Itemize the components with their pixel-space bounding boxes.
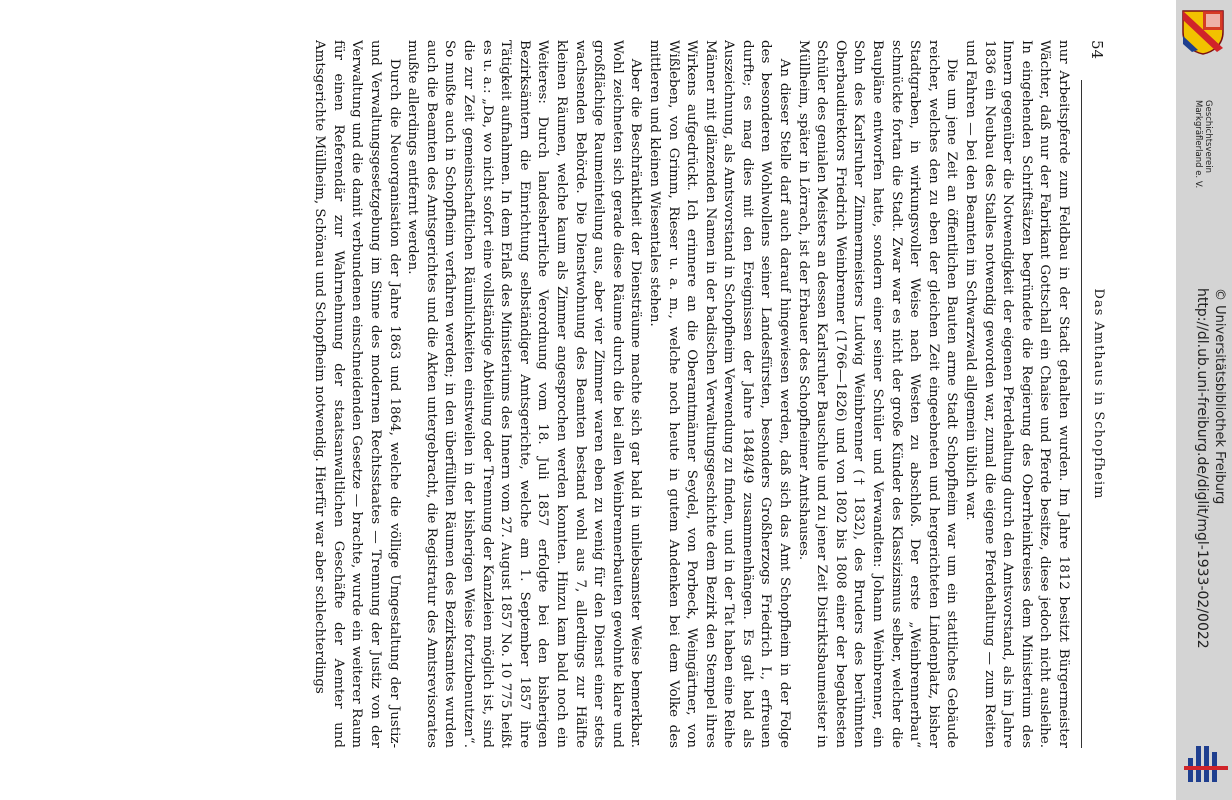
association-line-2: Markgräflerland e. V.: [1193, 100, 1203, 189]
header-rule: [1081, 80, 1082, 748]
paragraph: An dieser Stelle darf auch darauf hingewiesen werden, daß sich das Amt Schopfheim in der Folge des besonderen Wohlwollens seiner Landesfürsten, besonders Großherzogs Friedrich I., erfreuen durfte; es mag dies mit den Ereignissen der Jahre 1848/49 zusammenhängen. Es galt bald als Auszeichnung, als Amtsvorstand in Schopfheim Verwendung zu finden, und in der Tat haben eine Reihe Männer mit glänzenden Namen in der badischen Verwaltungsgeschichte dem Bezirk den Stempel ihres Wirkens aufgedrückt. Ich erinnere an die Oberamtmänner Seydel, von Porbeck, Weingärtner, von Wißleben, von Grimm, Rieser u. a. m., welche noch heute in gutem Andenken bei dem Volke des mittleren und kleinen Wiesentales stehen.: [646, 40, 793, 748]
paragraph: Durch die Neuorganisation der Jahre 1863 und 1864, welche die völlige Umgestaltung der Justiz- und Verwaltungsgesetzgebung im Sinne des modernen Rechtsstaates — Trennung der Justiz von der Verwaltung und die damit verbundenen einschneidenden Gesetze — brachte, wurde ein weiterer Raum für einen Referendär zur Wahrnehmung der staatsanwaltlichen Geschäfte der Aemter und Amtsgerichte Müllheim, Schönau und Schopfheim notwendig. Hierfür war aber schlechterdings: [312, 40, 402, 748]
running-head: Das Amthaus in Schopfheim: [1091, 288, 1106, 500]
permalink-url[interactable]: http://dl.ub.uni-freiburg.de/diglit/mgl-1933-02/0022: [1194, 288, 1210, 649]
coat-of-arms-icon: [1180, 8, 1226, 56]
association-label: [1193, 100, 1213, 188]
page-header: [1082, 40, 1110, 748]
page-number: 54: [1088, 40, 1106, 60]
association-line-1: Geschichtsverein: [1203, 100, 1213, 174]
paragraph: Aber die Beschränktheit der Diensträume machte sich gar bald in unliebsamster Weise bemerkbar. Wohl zeichneten sich gerade diese Räume durch die bei allen Weinbrennerbauten gewohnte klare und großflächige Raumeinteilung aus, aber vier Zimmer waren eben zu wenig für den Dienst einer stets wachsenden Behörde. Die Dienstwohnung des Beamten bestand wohl aus 7, allerdings zur Hälfte kleinen Räumen, welche kaum als Zimmer angesprochen werden konnten. Hinzu kam bald noch ein Weiteres: Durch landesherrliche Verordnung vom 18. Juli 1857 erfolgte bei den bisherigen Bezirksämtern die Einrichtung selbständiger Amtsgerichte, welche am 1. September 1857 ihre Tätigkeit aufnahmen. In dem Erlaß des Ministeriums des Innern vom 27. August 1857 No. 10 775 heißt es u. a.: „Da, wo nicht sofort eine vollständige Abteilung oder Trennung der Kanzleien möglich ist, sind die zur Zeit gemeinschaftlichen Räumlichkeiten einstweilen in der bisherigen Weise fortzubenutzen“. So mußte auch in Schopfheim verfahren werden; in den überfüllten Räumen des Bezirksamtes wurden auch die Beamten des Amtsgerichtes und die Akten untergebracht, die Registratur des Amtsrevisorates mußte allerdings entfernt werden.: [405, 40, 644, 748]
paragraph: nur Arbeitspferde zum Feldbau in der Stadt gehalten wurden. Im Jahre 1812 besitzt Bürgermeister Wächter, daß nur der Fabrikant Gottschall ein Chaise und Pferde besitze, diese jedoch nicht ausleihe. In eingehenden Schriftsätzen begründete die Regierung des Oberrheinkreises dem Ministerium des Innern gegenüber die Notwendigkeit der eigenen Pferdehaltung durch den Amtsvorstand, als im Jahre 1836 ein Neubau des Stalles notwendig geworden war, zumal die eigene Pferdehaltung — zum Reiten und Fahren — bei den Beamten im Schwarzwald allgemein üblich war.: [963, 40, 1071, 748]
ub-freiburg-logo-icon: [1184, 744, 1228, 784]
page-inner: [0, 40, 1176, 760]
body-text: [12, 40, 1072, 748]
copyright-notice: © Universitätsbibliothek Freiburg: [1212, 288, 1227, 505]
paragraph: Die um jene Zeit an öffentlichen Bauten arme Stadt Schopfheim war um ein stattliches Gebäude reicher, welches den zu eben der gleichen Zeit eingeebneten und hergerichteten Lindenplatz, bisher Stadtgraben, in wirkungsvoller Weise nach Westen zu abschloß. Der erste „Weinbrennerbau“ schmückte fortan die Stadt. Zwar war es nicht der große Künder des Klassizismus selber, welcher die Baupläne entworfen hatte, sondern einer seiner Schüler und Verwandten: Johann Weinbrenner, ein Sohn des Karlsruher Zimmermeisters Ludwig Weinbrenner († 1832), des Bruders des berühmten Oberbaudirektors Friedrich Weinbrenner (1766—1826) und von 1802 bis 1808 einer der begabtesten Schüler des genialen Meisters an dessen Karlsruher Bauschule und zu jener Zeit Distriktsbaumeister in Müllheim, später in Lörrach, ist der Erbauer des Schopfheimer Amtshauses.: [795, 40, 960, 748]
